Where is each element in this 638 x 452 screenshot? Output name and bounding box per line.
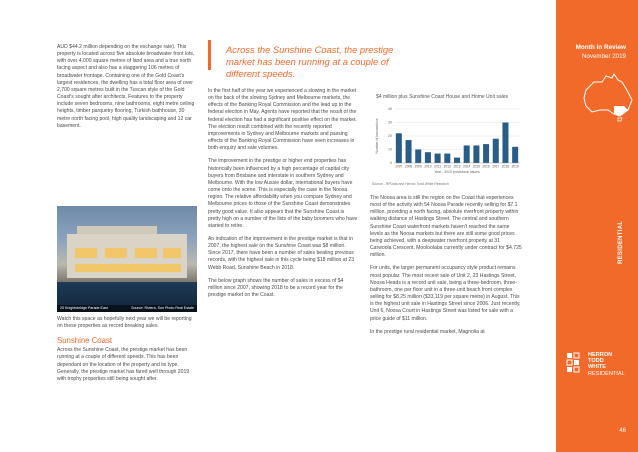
column-1-lower [57,316,197,389]
photo-caption-address: 25 Knightsbridge Parade East [60,306,108,310]
x-tick-label: 2012 [443,164,451,169]
x-tick-label: 2019 [511,164,519,169]
paragraph: The improvement in the prestige or higher end properties has historically been influenced by a high percentage of capital city buyers from Brisbane and interstate in southern Sydney and Melbourne. With the low Aussie dollar, international buyers have come onto the scene. This is especially the case in the Noosa region. The relative affordability when you compare Sydney and Melbourne prices to those of the Sunshine Coast demonstrates pretty good value. It also appears that the Sunshine Coast is pretty high on a number of the lists of the baby boomers who have started to retire. [208,158,358,229]
header-month: Month in Review [575,44,626,51]
y-tick-label: 30 [388,120,392,125]
section-label: RESIDENTIAL [618,220,624,264]
bar [493,139,499,163]
paragraph: For units, the larger permanent occupancy style product remains most popular. The most recent sale of Unit 2, 23 Hastings Street, Noosa Heads is a record unit sale, being a three-bedroom, three-bathroom, one per floor unit in a three-unit beach front complex selling for $8.25 million ($33,119 per square metre) in August. This is the highest unit sale in Hastings Street since 2006. Just recently, Unit 6, Noosa Court in Hastings Street was listed for sale with a price guide of $11 million. [370,265,521,322]
x-tick-label: 2010 [424,164,432,169]
sales-chart [372,94,524,189]
y-tick-label: 40 [388,107,392,112]
house-body [67,234,187,278]
pull-quote: Across the Sunshine Coast, the prestige market has been running at a couple of different speeds. [226,44,394,79]
header-date: November 2019 [581,53,626,60]
x-tick-label: 2011 [434,164,442,169]
chart-title: $4 million plus Sunshine Coast House and Home Unit sales [376,94,509,100]
logo-mark-icon [566,352,584,376]
y-tick-label: 0 [390,161,392,166]
bar [502,123,508,164]
bar [435,154,441,163]
paragraph: In the first half of the year we experienced a slowing in the market on the back of the slowing Sydney and Melbourne markets, the effects of the Banking Royal Commission and the lead up to the federal election in May. Agents have reported that the result of the federal election has had a significant positive effect on the market. The election result combined with the recently reported improvements in Sydney and Melbourne markets and passing effects of the Banking Royal Commission have seen increases in both enquiry and sale volumes. [208,88,357,152]
chart-svg [372,101,524,181]
x-tick-label: 2015 [472,164,480,169]
bar [444,154,450,163]
paragraph: Across the Sunshine Coast, the prestige market has been running at a couple of different speeds. This has been dependant on the location of the property and its type. Generally, the prestige market has fared well through 2019 with trophy properties still being sought after. [57,347,190,382]
paragraph: In the prestige rural residential market, Magnolia at [370,328,485,335]
x-tick-label: 2016 [482,164,490,169]
bar [406,140,412,163]
y-tick-label: 10 [388,147,392,152]
page-number: 46 [619,428,626,434]
paragraph: An indication of the improvement in the prestige market is that in 2007, the highest sale on the Sunshine Coast was $8 million. Since 2017, there have been a number of sales beating previous records, with the highest sale in this cycle being $18 million at 23 Webb Road, Sunshine Beach in 2018. [208,235,355,271]
property-photo [57,206,197,312]
window [75,248,97,258]
bar [425,152,431,163]
column-2 [208,88,358,305]
bar [512,147,518,163]
paragraph: Watch this space as hopefully next year we will be reporting on these properties as record breaking sales. [57,316,192,330]
x-tick-label: 2017 [492,164,500,169]
quote-accent-bar [208,40,211,70]
bar [415,150,421,164]
x-tick-label: 2007 [395,164,403,169]
paragraph: The Noosa area is still the region on the Coast that experiences most of the activity with 54 Noosa Parade recently selling for $7.1 million, providing a north facing, absolute riverfront property within walking distance of Hastings Street. The central and southern Sunshine Coast waterfront markets haven't reached the same levels as the Noosa markets but there are still some good prices being achieved, with a deepwater riverfront property at 31 Carwoola Crescent, Mooloolaba currently under contract for $4.725 million. [370,195,522,259]
window [105,248,127,258]
window [135,248,157,258]
x-tick-label: 2009 [414,164,422,169]
australia-map-icon [580,70,636,122]
y-axis-label: Number of transactions [375,118,379,154]
column-1 [57,44,197,136]
side-panel [556,0,638,452]
x-axis-label: Year - 2019 provisional values [434,170,480,174]
chart-source: Source - RPData and Herron Todd White Research [372,182,449,186]
logo-text: HERRON TODD WHITE RESIDENTIAL [588,352,625,377]
bar [473,145,479,163]
htw-logo [566,352,636,392]
bar [464,145,470,163]
bar [396,133,402,163]
x-tick-label: 2014 [463,164,471,169]
subheading-sunshine-coast: Sunshine Coast [57,336,113,346]
column-3 [370,195,522,342]
bar [483,144,489,163]
x-tick-label: 2013 [453,164,461,169]
window-row [75,264,181,272]
y-tick-label: 20 [388,134,392,139]
paragraph: AUD $44.2 million depending on the exchange rate). This property is located across five absolute broadwater front lots, with over 4,000 square metres of land area and a true north facing aspect and also has a staggering 106 metres of broadwater frontage. Containing one of the Gold Coast's largest residences, the dwelling has a total floor area of over 2,700 square metres built in the Tuscan style of the Gold Coast's sought after architects. Features to the property include seven bedrooms, nine bathrooms, eight metre ceiling heights, timber parquetry flooring, Turkish bathhouse, 30 metre north facing pool, high quality landscaping and 12 car basement. [57,44,195,129]
bar [454,158,460,163]
x-tick-label: 2008 [404,164,413,169]
x-tick-label: 2018 [501,164,510,169]
photo-caption-source: Source: Riviera, Sun Photo Real Estate [131,306,194,310]
photo-caption [57,305,197,312]
paragraph: The below graph shows the number of sales in excess of $4 million since 2007, showing 2018 to be a record year for the prestige market on the Coast. [208,277,344,299]
window [163,248,181,258]
